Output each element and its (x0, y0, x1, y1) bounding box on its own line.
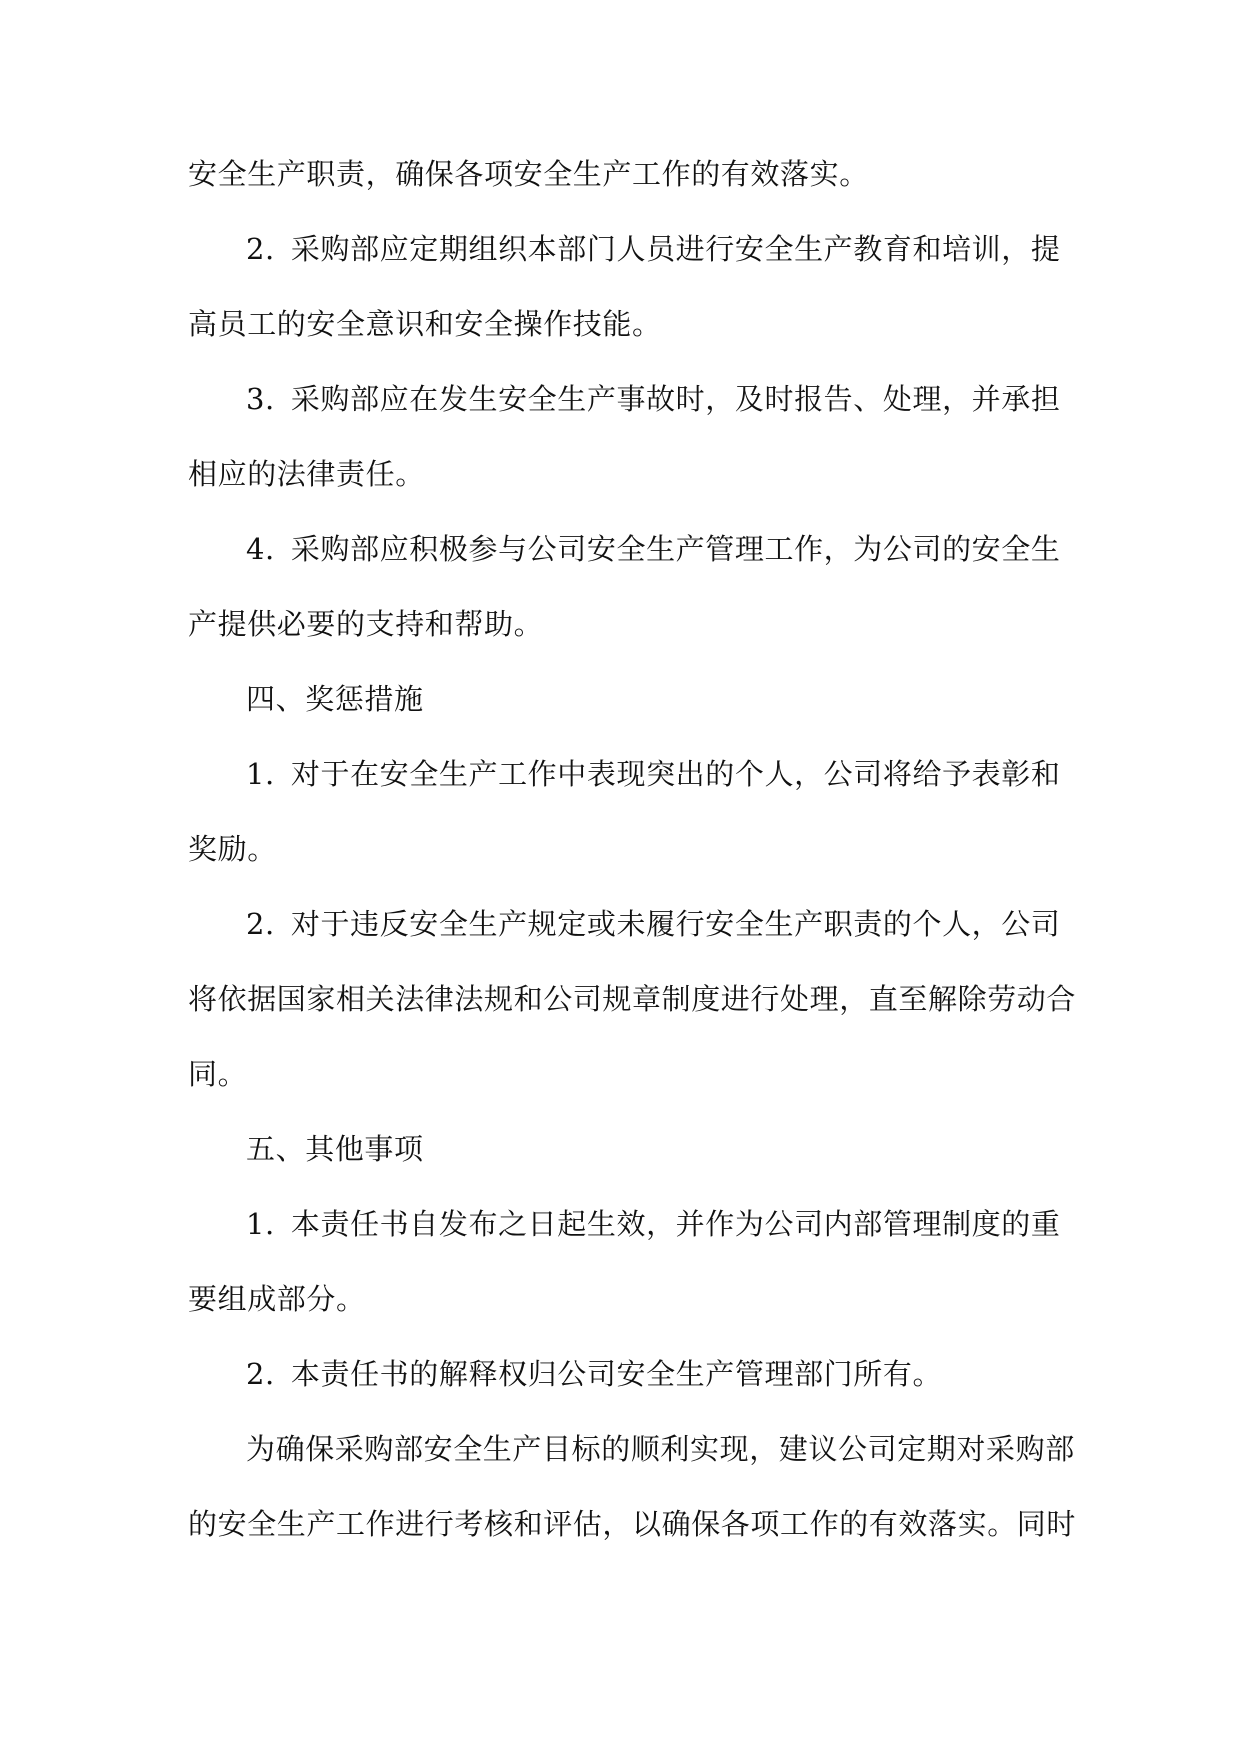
section-heading (188, 668, 1058, 743)
line-text: 将依据国家相关法律法规和公司规章制度进行处理，直至解除劳动合 (188, 982, 1077, 1016)
list-number: 1. (246, 757, 275, 791)
list-number: 3. (246, 382, 275, 416)
line-text: 为确保采购部安全生产目标的顺利实现，建议公司定期对采购部 (246, 1432, 1075, 1466)
text-line (188, 818, 1058, 893)
list-number: 4. (246, 532, 275, 566)
line-text: 采购部应积极参与公司安全生产管理工作，为公司的安全生 (290, 532, 1061, 566)
text-line (188, 443, 1058, 518)
line-text: 本责任书的解释权归公司安全生产管理部门所有。 (290, 1357, 943, 1391)
list-item (188, 518, 1061, 593)
list-item (188, 1193, 1061, 1268)
line-text: 奖励。 (188, 832, 277, 866)
line-text: 安全生产职责，确保各项安全生产工作的有效落实。 (188, 157, 869, 191)
list-number: 2. (246, 907, 275, 941)
line-text: 对于在安全生产工作中表现突出的个人，公司将给予表彰和 (290, 757, 1061, 791)
line-text: 本责任书自发布之日起生效，并作为公司内部管理制度的重 (290, 1207, 1061, 1241)
list-number: 2. (246, 1357, 275, 1391)
text-line (188, 968, 1077, 1043)
text-line (188, 293, 1058, 368)
line-text: 采购部应在发生安全生产事故时，及时报告、处理，并承担 (290, 382, 1061, 416)
line-text: 的安全生产工作进行考核和评估，以确保各项工作的有效落实。同时 (188, 1507, 1077, 1541)
text-line (188, 143, 1058, 218)
line-text: 同。 (188, 1057, 248, 1091)
line-text: 要组成部分。 (188, 1282, 366, 1316)
list-number: 2. (246, 232, 275, 266)
line-text: 产提供必要的支持和帮助。 (188, 607, 544, 641)
list-item (188, 368, 1061, 443)
list-item (188, 218, 1061, 293)
text-line (188, 593, 1058, 668)
line-text: 对于违反安全生产规定或未履行安全生产职责的个人，公司 (290, 907, 1061, 941)
line-text: 高员工的安全意识和安全操作技能。 (188, 307, 662, 341)
text-line (188, 1043, 1058, 1118)
text-line (188, 1493, 1077, 1568)
list-item (188, 1343, 1058, 1418)
line-text: 相应的法律责任。 (188, 457, 425, 491)
heading-text: 四、奖惩措施 (246, 682, 424, 716)
list-item (188, 893, 1061, 968)
document-body (188, 143, 1077, 1568)
list-item (188, 743, 1061, 818)
line-text: 采购部应定期组织本部门人员进行安全生产教育和培训，提 (290, 232, 1061, 266)
paragraph-start (188, 1418, 1075, 1493)
heading-text: 五、其他事项 (246, 1132, 424, 1166)
list-number: 1. (246, 1207, 275, 1241)
section-heading (188, 1118, 1058, 1193)
text-line (188, 1268, 1058, 1343)
